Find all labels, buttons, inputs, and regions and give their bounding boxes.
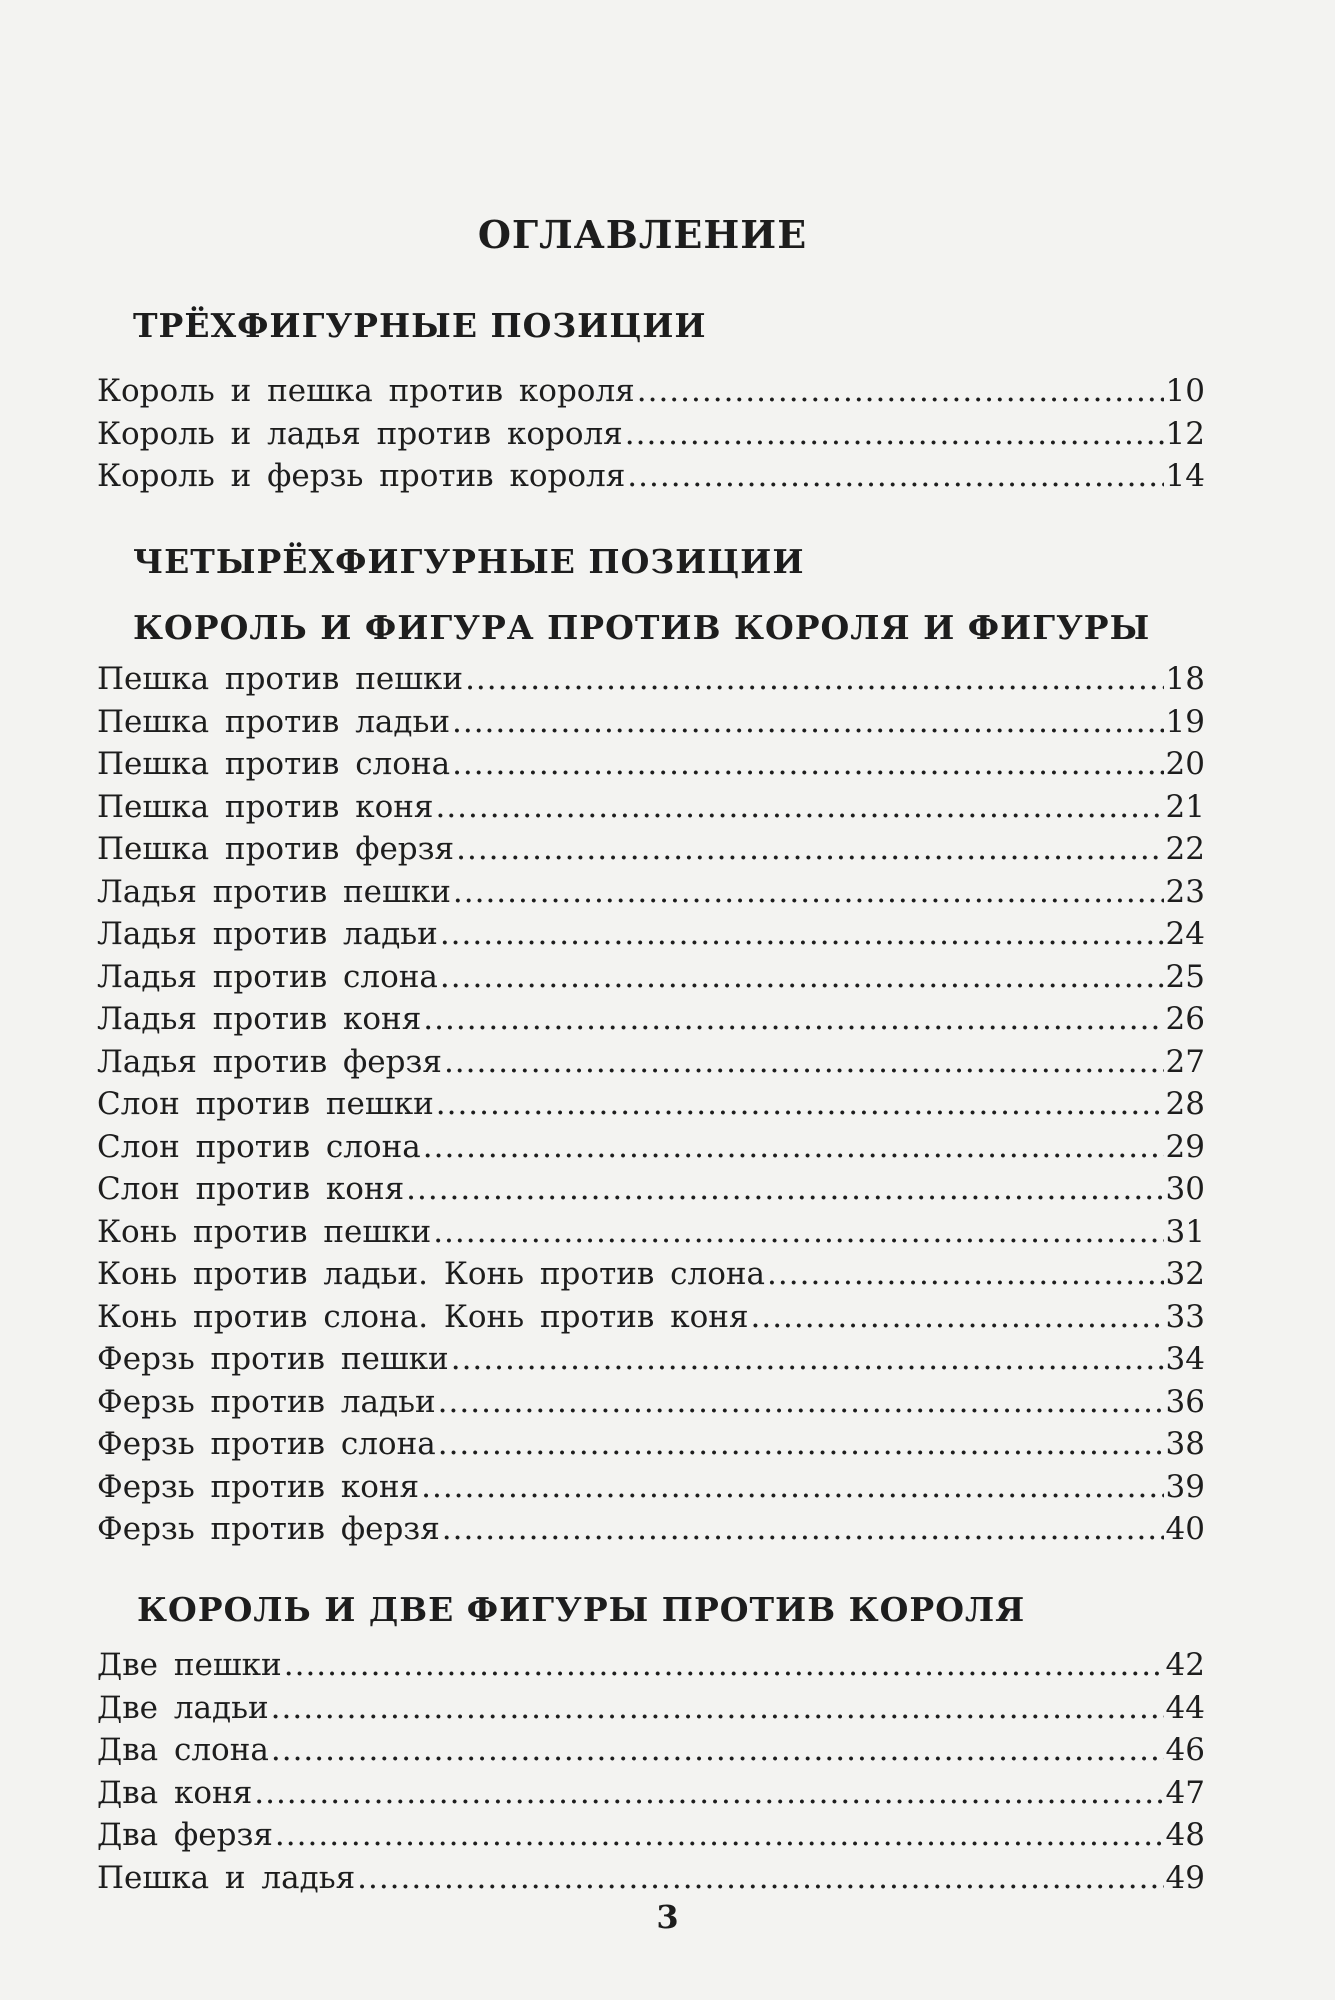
toc-entry — [97, 1168, 1205, 1211]
toc-entry-page: 10 — [1165, 373, 1205, 409]
toc-entry — [97, 956, 1205, 999]
toc-entry-title: Ферзь против ферзя — [97, 1511, 440, 1547]
toc-entry-page: 33 — [1165, 1298, 1205, 1335]
toc-entry-title: Король и пешка против короля — [97, 373, 635, 409]
toc-list-two-pieces — [97, 1644, 1205, 1899]
dot-leader — [423, 998, 1163, 1041]
toc-entry-title: Ладья против коня — [97, 1001, 422, 1037]
dot-leader — [627, 455, 1163, 498]
section-heading-two-pieces: КОРОЛЬ И ДВЕ ФИГУРЫ ПРОТИВ КОРОЛЯ — [137, 1590, 1026, 1629]
toc-entry — [97, 1814, 1205, 1857]
dot-leader — [637, 370, 1164, 413]
toc-entry-page: 49 — [1165, 1859, 1205, 1896]
toc-entry-title: Пешка против ферзя — [97, 831, 455, 867]
toc-entry-page: 40 — [1165, 1511, 1205, 1547]
toc-entry-page: 20 — [1165, 746, 1205, 782]
toc-entry — [97, 1083, 1205, 1126]
toc-entry — [97, 1729, 1205, 1772]
toc-entry-page: 24 — [1165, 916, 1205, 952]
toc-list-three-piece — [97, 370, 1205, 498]
toc-entry-page: 14 — [1165, 458, 1205, 494]
toc-entry — [97, 1508, 1205, 1551]
toc-entry-title: Ферзь против пешки — [97, 1341, 449, 1377]
toc-entry-title: Король и ладья против короля — [97, 415, 623, 452]
toc-entry — [97, 1644, 1205, 1687]
toc-entry-page: 28 — [1165, 1086, 1205, 1122]
toc-entry-page: 42 — [1165, 1647, 1205, 1683]
toc-entry-title: Конь против слона. Конь против коня — [97, 1298, 749, 1335]
toc-entry-title: Пешка и ладья — [97, 1859, 356, 1896]
dot-leader — [435, 786, 1163, 829]
toc-entry-page: 19 — [1165, 703, 1205, 740]
dot-leader — [421, 1466, 1163, 1509]
toc-entry-title: Пешка против пешки — [97, 661, 464, 697]
toc-entry-title: Два слона — [97, 1732, 269, 1768]
toc-entry-page: 39 — [1165, 1468, 1205, 1505]
toc-entry-page: 22 — [1165, 831, 1205, 867]
dot-leader — [357, 1857, 1163, 1900]
dot-leader — [452, 701, 1164, 744]
toc-entry — [97, 658, 1205, 701]
toc-entry — [97, 1338, 1205, 1381]
toc-entry-title: Ладья против пешки — [97, 873, 451, 910]
toc-entry — [97, 1423, 1205, 1466]
dot-leader — [767, 1253, 1164, 1296]
toc-entry-title: Пешка против коня — [97, 788, 434, 825]
toc-entry-title: Конь против ладьи. Конь против слона — [97, 1256, 766, 1292]
toc-entry — [97, 370, 1205, 413]
toc-entry — [97, 743, 1205, 786]
toc-entry — [97, 1296, 1205, 1339]
toc-entry-page: 38 — [1165, 1426, 1205, 1462]
toc-entry-page: 46 — [1165, 1732, 1205, 1768]
toc-entry-title: Две ладьи — [97, 1689, 269, 1726]
toc-entry-title: Ферзь против коня — [97, 1468, 420, 1505]
dot-leader — [275, 1814, 1164, 1857]
section-heading-three-piece: ТРЁХФИГУРНЫЕ ПОЗИЦИИ — [133, 306, 707, 345]
toc-entry-title: Слон против пешки — [97, 1086, 434, 1122]
toc-entry-title: Конь против пешки — [97, 1213, 432, 1250]
toc-entry — [97, 1687, 1205, 1730]
toc-entry-title: Две пешки — [97, 1647, 282, 1683]
dot-leader — [440, 956, 1164, 999]
section-subheading: КОРОЛЬ И ФИГУРА ПРОТИВ КОРОЛЯ И ФИГУРЫ — [133, 608, 1151, 647]
dot-leader — [271, 1687, 1164, 1730]
toc-entry — [97, 1126, 1205, 1169]
toc-entry-title: Ладья против слона — [97, 958, 438, 995]
toc-entry — [97, 1857, 1205, 1900]
toc-entry-page: 47 — [1165, 1774, 1205, 1811]
toc-entry — [97, 455, 1205, 498]
toc-entry-title: Пешка против ладьи — [97, 703, 450, 740]
dot-leader — [451, 1338, 1164, 1381]
toc-entry — [97, 1381, 1205, 1424]
toc-entry-page: 36 — [1165, 1383, 1205, 1420]
toc-entry-title: Два коня — [97, 1774, 253, 1811]
dot-leader — [284, 1644, 1164, 1687]
dot-leader — [465, 658, 1163, 701]
page-number: 3 — [656, 1898, 679, 1936]
toc-entry — [97, 701, 1205, 744]
toc-entry-page: 26 — [1165, 1001, 1205, 1037]
toc-entry-page: 25 — [1165, 958, 1205, 995]
dot-leader — [436, 1083, 1164, 1126]
toc-entry-page: 30 — [1165, 1171, 1205, 1207]
dot-leader — [406, 1168, 1163, 1211]
toc-entry — [97, 413, 1205, 456]
toc-entry — [97, 1041, 1205, 1084]
toc-entry-page: 23 — [1165, 873, 1205, 910]
dot-leader — [442, 1508, 1164, 1551]
toc-entry-page: 31 — [1165, 1213, 1205, 1250]
toc-entry-page: 27 — [1165, 1043, 1205, 1080]
dot-leader — [438, 1423, 1164, 1466]
toc-entry-page: 21 — [1165, 788, 1205, 825]
toc-entry-title: Два ферзя — [97, 1817, 273, 1853]
toc-entry-title: Ферзь против слона — [97, 1426, 436, 1462]
dot-leader — [751, 1296, 1164, 1339]
toc-entry-title: Слон против слона — [97, 1128, 421, 1165]
dot-leader — [453, 871, 1164, 914]
dot-leader — [438, 1381, 1164, 1424]
toc-entry — [97, 1211, 1205, 1254]
toc-entry-page: 18 — [1165, 661, 1205, 697]
toc-entry — [97, 1253, 1205, 1296]
toc-entry — [97, 871, 1205, 914]
toc-entry-title: Слон против коня — [97, 1171, 405, 1207]
dot-leader — [625, 413, 1164, 456]
toc-entry-page: 48 — [1165, 1817, 1205, 1853]
toc-entry — [97, 1466, 1205, 1509]
toc-entry-page: 29 — [1165, 1128, 1205, 1165]
toc-entry-title: Ладья против ладьи — [97, 916, 438, 952]
toc-entry-page: 44 — [1165, 1689, 1205, 1726]
dot-leader — [271, 1729, 1164, 1772]
dot-leader — [254, 1772, 1163, 1815]
dot-leader — [440, 913, 1164, 956]
dot-leader — [444, 1041, 1164, 1084]
toc-entry — [97, 786, 1205, 829]
toc-entry — [97, 828, 1205, 871]
toc-entry-title: Ладья против ферзя — [97, 1043, 442, 1080]
dot-leader — [423, 1126, 1164, 1169]
toc-list-four-piece — [97, 658, 1205, 1551]
toc-entry-page: 12 — [1165, 415, 1205, 452]
toc-entry — [97, 998, 1205, 1041]
toc-entry-page: 32 — [1165, 1256, 1205, 1292]
page-title: ОГЛАВЛЕНИЕ — [477, 212, 808, 257]
section-heading-four-piece: ЧЕТЫРЁХФИГУРНЫЕ ПОЗИЦИИ — [133, 542, 805, 581]
toc-entry-title: Король и ферзь против короля — [97, 458, 626, 494]
dot-leader — [433, 1211, 1163, 1254]
toc-entry — [97, 1772, 1205, 1815]
dot-leader — [452, 743, 1163, 786]
toc-entry-title: Пешка против слона — [97, 746, 451, 782]
toc-entry-page: 34 — [1165, 1341, 1205, 1377]
toc-entry-title: Ферзь против ладьи — [97, 1383, 436, 1420]
dot-leader — [456, 828, 1163, 871]
toc-entry — [97, 913, 1205, 956]
